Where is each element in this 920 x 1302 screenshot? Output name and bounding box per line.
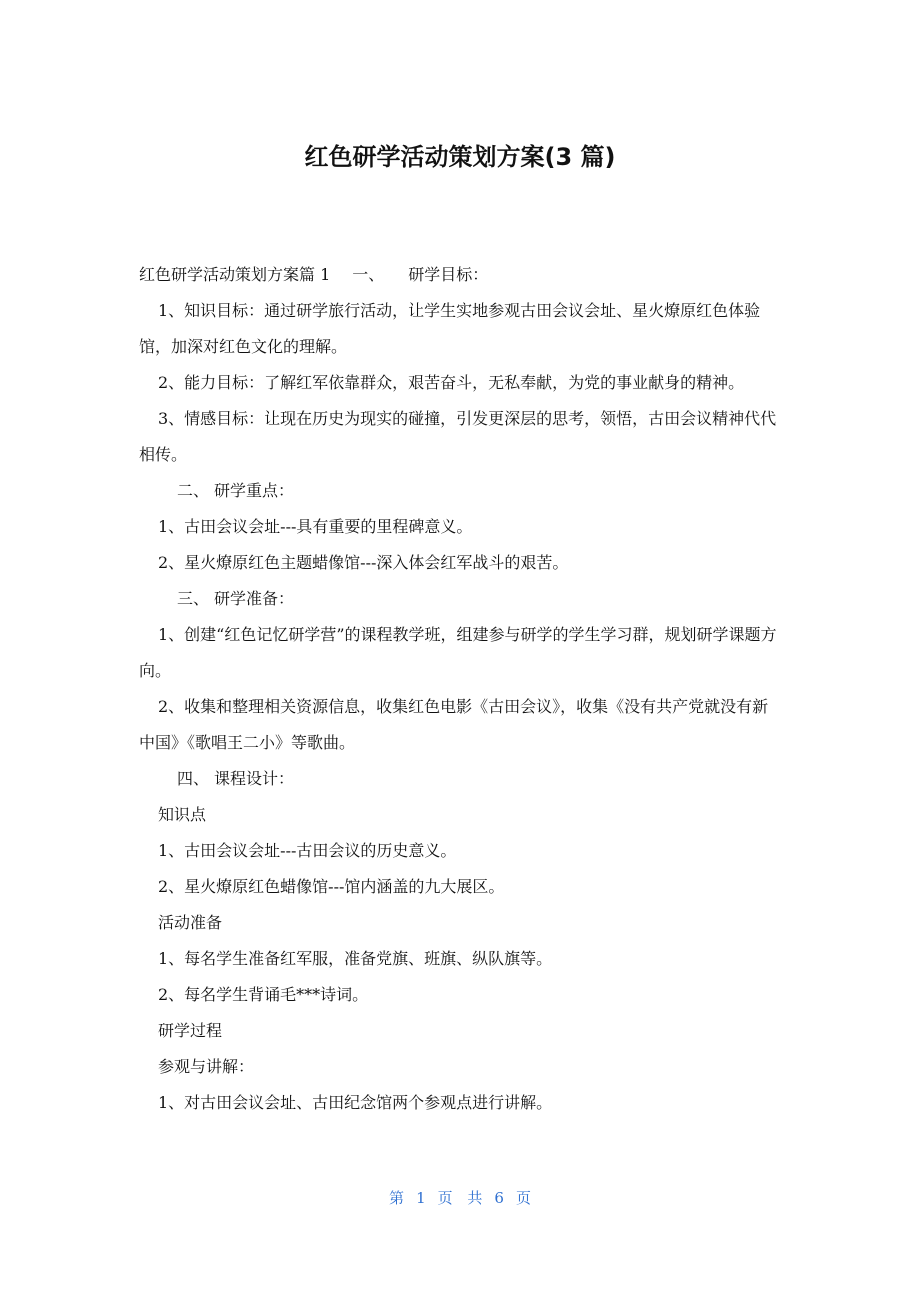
- paragraph-prep-1: 1、创建“红色记忆研学营”的课程教学班，组建参与研学的学生学习群，规划研学课题方向。: [139, 625, 777, 680]
- footer-end-word: 页: [515, 1189, 531, 1207]
- paragraph-goal-2: 2、能力目标：了解红军依靠群众，艰苦奋斗，无私奉献，为党的事业献身的精神。: [158, 373, 745, 392]
- paragraph-activity-2: 2、每名学生背诵毛***诗词。: [158, 985, 369, 1004]
- activity-prep-label: 活动准备: [158, 913, 223, 932]
- paragraph-goal-1: 1、知识目标：通过研学旅行活动，让学生实地参观古田会议会址、星火燎原红色体验馆，加深对红色文化的理解。: [139, 301, 761, 356]
- section-1-heading: 研学目标：: [408, 265, 489, 284]
- paragraph-prep-2: 2、收集和整理相关资源信息，收集红色电影《古田会议》，收集《没有共产党就没有新中国》《歌唱王二小》等歌曲。: [139, 697, 769, 752]
- paragraph-visit-1: 1、对古田会议会址、古田纪念馆两个参观点进行讲解。: [158, 1093, 553, 1112]
- document-body: [139, 257, 781, 1121]
- section-2-number: 二、: [177, 481, 210, 500]
- footer-total-pages: 6: [494, 1189, 504, 1207]
- visit-label: 参观与讲解：: [158, 1057, 255, 1076]
- paragraph-focus-1: 1、古田会议会址---具有重要的里程碑意义。: [158, 517, 473, 536]
- lead-text: 红色研学活动策划方案篇 1: [139, 265, 331, 284]
- paragraph-knowledge-1: 1、古田会议会址---古田会议的历史意义。: [158, 841, 457, 860]
- page-footer: [0, 1186, 920, 1210]
- section-3-number: 三、: [177, 589, 210, 608]
- knowledge-points-label: 知识点: [158, 805, 207, 824]
- section-4-number: 四、: [177, 769, 210, 788]
- paragraph-goal-3: 3、情感目标：让现在历史为现实的碰撞，引发更深层的思考，领悟，古田会议精神代代相传。: [139, 409, 777, 464]
- section-1-number: 一、: [352, 265, 385, 284]
- paragraph-focus-2: 2、星火燎原红色主题蜡像馆---深入体会红军战斗的艰苦。: [158, 553, 569, 572]
- section-2-line: [139, 473, 781, 509]
- section-3-line: [139, 581, 781, 617]
- paragraph-activity-1: 1、每名学生准备红军服，准备党旗、班旗、纵队旗等。: [158, 949, 553, 968]
- section-4-heading: 课程设计：: [214, 769, 295, 788]
- section-3-heading: 研学准备：: [214, 589, 295, 608]
- footer-current-page: 1: [416, 1189, 426, 1207]
- section-2-heading: 研学重点：: [214, 481, 295, 500]
- paragraph-knowledge-2: 2、星火燎原红色蜡像馆---馆内涵盖的九大展区。: [158, 877, 505, 896]
- lead-line: [139, 257, 781, 293]
- footer-total-word: 页 共: [437, 1189, 483, 1207]
- process-label: 研学过程: [158, 1021, 223, 1040]
- footer-page-word: 第: [389, 1189, 405, 1207]
- section-4-line: [139, 761, 781, 797]
- document-title: 红色研学活动策划方案(3 篇): [304, 143, 616, 171]
